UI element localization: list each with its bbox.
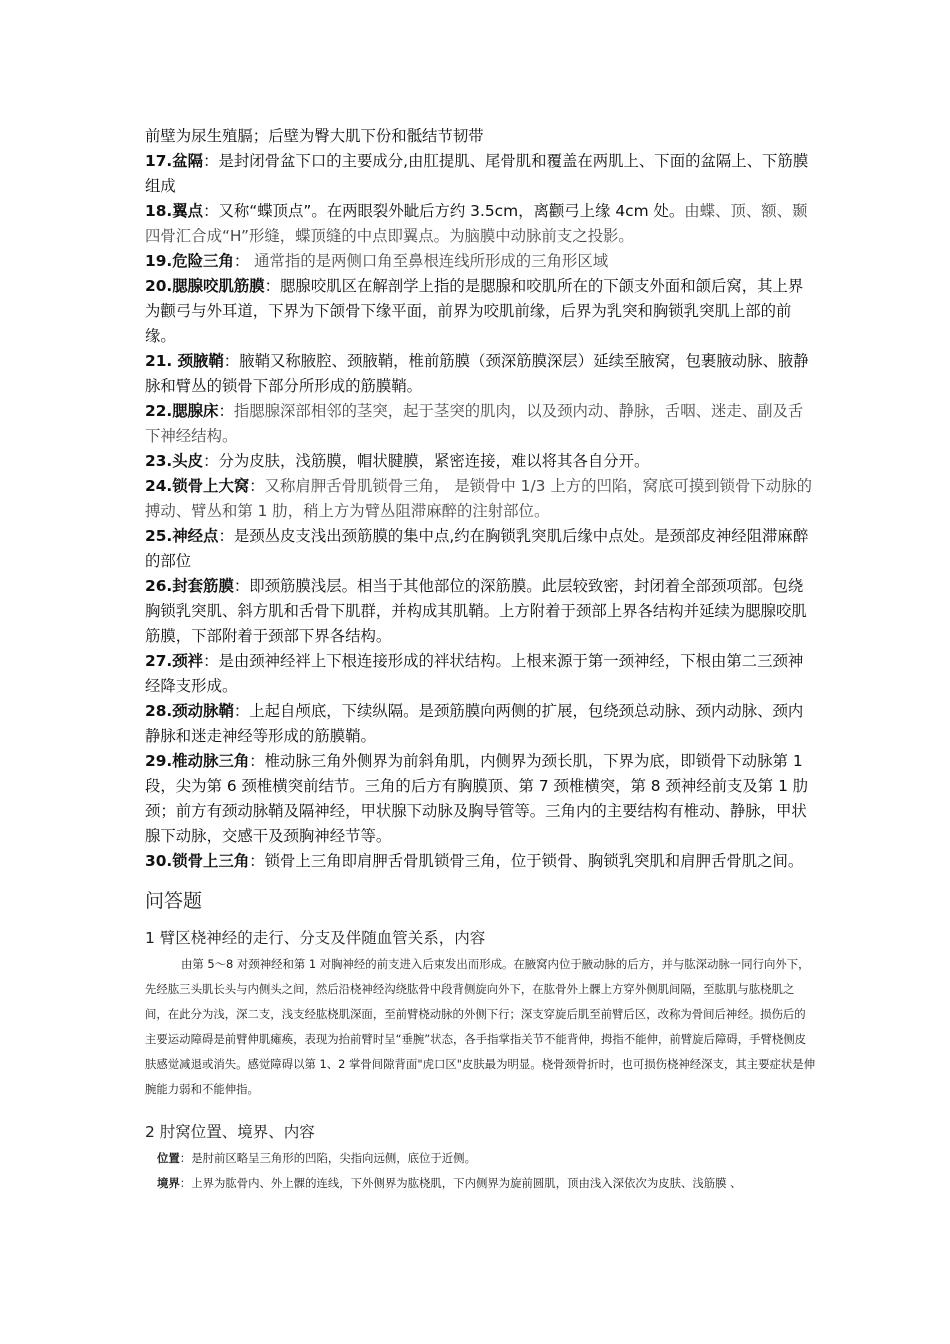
definition-item: [145, 349, 817, 399]
question-1-answer: 由第 5～8 对颈神经和第 1 对胸神经的前支进入后束发出而形成。在腋窝内位于腋动脉的后方，并与肱深动脉一同行向外下，先经肱三头肌长头与内侧头之间，然后沿桡神经沟绕肱骨中段背侧旋向外下，在肱骨外上髁上方穿外侧肌间隔，至肱肌与肱桡肌之间，在此分为浅，深二支，浅支经肱桡肌深面，至前臂桡动脉的外侧下行；深支穿旋后肌至前臂后区，改称为骨间后神经。损伤后的主要运动障碍是前臂伸肌瘫痪，表现为抬前臂时呈“垂腕”状态，各手指掌指关节不能背伸，拇指不能伸，前臂旋后障碍，手臂桡侧皮肤感觉减退或消失。感觉障碍以第 1、2 掌骨间隙背面"虎口区"皮肤最为明显。桡骨颈骨折时，也可损伤桡神经深支，其主要症状是伸腕能力弱和不能伸指。: [145, 957, 816, 1096]
definition-term: 腮腺咬肌筋膜: [172, 277, 265, 295]
definition-extra: 又称肩胛舌骨肌锁骨三角， 是锁骨中 1/3 上方的凹陷，窝底可摸到锁骨下动脉的搏动、臂丛和第 1 肋，稍上方为臂丛阻滞麻醉的注射部位。: [145, 477, 812, 520]
definition-text: 是封闭骨盆下口的主要成分,由肛提肌、尾骨肌和覆盖在两肌上、下面的盆隔上、下筋膜组成: [145, 152, 809, 195]
definition-number: 29.: [145, 752, 173, 770]
position-text: ：是肘前区略呈三角形的凹陷，尖指向远侧，底位于近侧。: [179, 1151, 476, 1165]
definition-text: 腋鞘又称腋腔、颈腋鞘，椎前筋膜（颈深筋膜深层）延续至腋窝，包裹腋动脉、腋静脉和臂丛的锁骨下部分所形成的筋膜鞘。: [145, 352, 809, 395]
definition-text: 是颈丛皮支浅出颈筋膜的集中点,约在胸锁乳突肌后缘中点处。是颈部皮神经阻滞麻醉的部位: [145, 527, 809, 570]
definition-term: 颈动脉鞘: [172, 702, 234, 720]
definition-item: [145, 699, 817, 749]
definition-item: [145, 474, 817, 524]
position-label: 位置: [157, 1151, 180, 1165]
question-2-title: 2 肘窝位置、境界、内容: [145, 1123, 315, 1141]
definition-extra: 指腮腺深部相邻的茎突，起于茎突的肌肉，以及颈内动、静脉，舌咽、迷走、副及舌下神经结构。: [145, 402, 804, 445]
definition-separator: ：: [203, 452, 219, 470]
definition-item: [145, 199, 817, 249]
definition-number: 25.: [145, 527, 173, 545]
definition-item: [145, 524, 817, 574]
definition-separator: ：: [203, 202, 219, 220]
definition-separator: ：: [218, 527, 234, 545]
definition-separator: ：: [203, 152, 219, 170]
definition-separator: ：: [233, 577, 250, 595]
definition-item: [145, 749, 817, 849]
definition-separator: ：: [233, 702, 250, 720]
definition-number: 26.: [145, 577, 173, 595]
definition-number: 23.: [145, 452, 173, 470]
definition-term: 椎动脉三角: [172, 752, 250, 770]
definition-term: 神经点: [172, 527, 219, 545]
section-title: 问答题: [145, 890, 203, 912]
definition-text: 是由颈神经袢上下根连接形成的袢状结构。上根来源于第一颈神经，下根由第二三颈神经降支形成。: [145, 652, 804, 695]
definition-separator: ：: [203, 652, 219, 670]
definition-term: 头皮: [172, 452, 204, 470]
definition-item: [145, 649, 817, 699]
question-2-boundary: [145, 1171, 817, 1196]
definition-number: 28.: [145, 702, 173, 720]
boundary-label: 境界: [157, 1176, 180, 1190]
definition-text: 即颈筋膜浅层。相当于其他部位的深筋膜。此层较致密，封闭着全部颈项部。包绕胸锁乳突肌、斜方肌和舌骨下肌群，并构成其肌鞘。上方附着于颈部上界各结构并延续为腮腺咬肌筋膜，下部附着于颈部下界各结构。: [145, 577, 807, 645]
definition-term: 翼点: [172, 202, 204, 220]
definition-separator: ：: [264, 277, 281, 295]
definition-term: 危险三角: [172, 252, 234, 270]
definition-item: [145, 399, 817, 449]
definition-item: [145, 574, 817, 649]
definition-term: 颈袢: [172, 652, 204, 670]
definition-number: 18.: [145, 202, 173, 220]
definition-item: [145, 274, 817, 349]
definition-number: 27.: [145, 652, 173, 670]
definition-term: 腮腺床: [172, 402, 219, 420]
definition-term: 盆隔: [172, 152, 204, 170]
definition-number: 20.: [145, 277, 173, 295]
definition-separator: ：: [249, 752, 265, 770]
intro-line: 前壁为尿生殖膈；后壁为臀大肌下份和骶结节韧带: [145, 127, 484, 145]
definition-number: 17.: [145, 152, 173, 170]
definition-term: 锁骨上三角: [172, 852, 250, 870]
document-body: [145, 124, 817, 1196]
definition-extra: 通常指的是两侧口角至鼻根连线所形成的三角形区域: [249, 252, 609, 270]
definition-text: 锁骨上三角即肩胛舌骨肌锁骨三角，位于锁骨、胸锁乳突肌和肩胛舌骨肌之间。: [264, 852, 804, 870]
definition-separator: ：: [223, 352, 240, 370]
definition-separator: ：: [249, 852, 265, 870]
definition-separator: ：: [249, 477, 265, 495]
definition-separator: ：: [233, 252, 250, 270]
definition-extra: 由蝶、顶、额、颞四骨汇合成“H”形缝，蝶顶缝的中点即翼点。为脑膜中动脉前支之投影。: [145, 202, 808, 245]
definition-text: 又称“蝶顶点”。在两眼裂外眦后方约 3.5cm，离颧弓上缘 4cm 处。: [218, 202, 685, 220]
definition-term: 封套筋膜: [172, 577, 234, 595]
definition-term: 颈腋鞘: [172, 352, 224, 370]
definition-item: [145, 149, 817, 199]
question-1-title: 1 臂区桡神经的走行、分支及伴随血管关系，内容: [145, 929, 486, 947]
definition-text: 椎动脉三角外侧界为前斜角肌，内侧界为颈长肌，下界为底，即锁骨下动脉第 1 段，尖为第 6 颈椎横突前结节。三角的后方有胸膜顶、第 7 颈椎横突，第 8 颈神经前支及第 1 肋颈；前方有颈动脉鞘及隔神经，甲状腺下动脉及胸导管等。三角内的主要结构有椎动、静脉，甲状腺下动脉，交感干及颈胸神经节等。: [145, 752, 809, 845]
definition-number: 19.: [145, 252, 173, 270]
definition-text: 上起自颅底，下续纵隔。是颈筋膜向两侧的扩展，包绕颈总动脉、颈内动脉、颈内静脉和迷走神经等形成的筋膜鞘。: [145, 702, 804, 745]
definition-item: [145, 449, 817, 474]
definition-text: 分为皮肤，浅筋膜，帽状腱膜，紧密连接，难以将其各自分开。: [218, 452, 650, 470]
definition-term: 锁骨上大窝: [172, 477, 250, 495]
definition-number: 24.: [145, 477, 173, 495]
definition-text: 腮腺咬肌区在解剖学上指的是腮腺和咬肌所在的下颌支外面和颌后窝，其上界为颧弓与外耳道，下界为下颌骨下缘平面，前界为咬肌前缘，后界为乳突和胸锁乳突肌上部的前缘。: [145, 277, 804, 345]
boundary-text: ：上界为肱骨内、外上髁的连线，下外侧界为肱桡肌，下内侧界为旋前圆肌，顶由浅入深依次为皮肤、浅筋膜 、: [179, 1176, 742, 1190]
definition-separator: ：: [218, 402, 234, 420]
definition-number: 21.: [145, 352, 173, 370]
definition-list: [145, 149, 817, 874]
question-2-position: [145, 1146, 817, 1171]
definition-item: [145, 249, 817, 274]
definition-item: [145, 849, 817, 874]
definition-number: 22.: [145, 402, 173, 420]
definition-number: 30.: [145, 852, 173, 870]
